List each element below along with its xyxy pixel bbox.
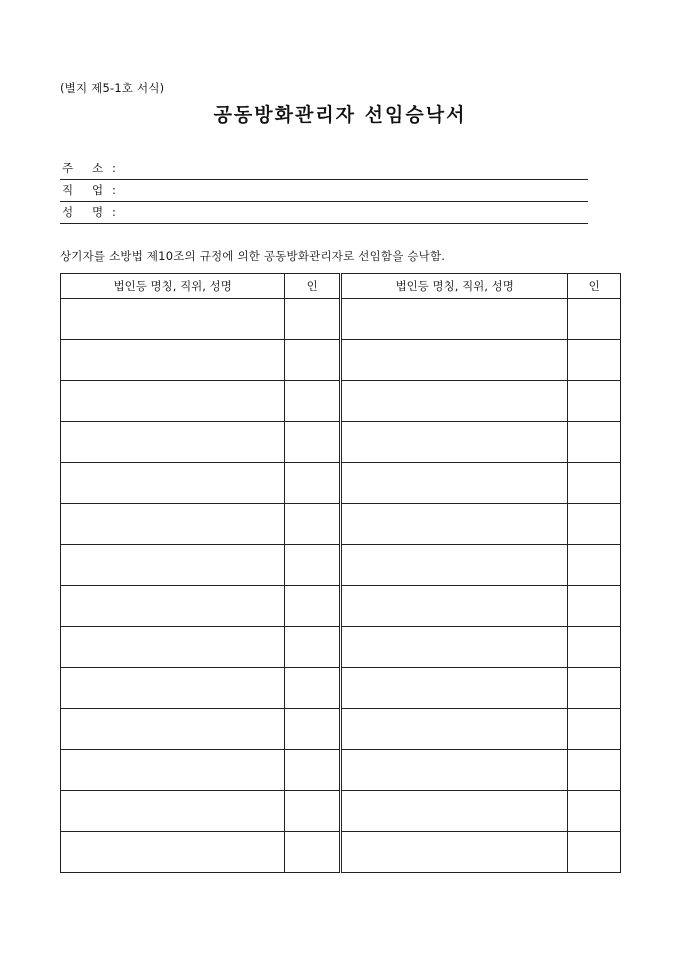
- seal-cell-right[interactable]: [568, 627, 621, 668]
- seal-cell-right[interactable]: [568, 463, 621, 504]
- address-label-part1: 주: [62, 161, 74, 175]
- table-row: [61, 381, 621, 422]
- org-name-cell-right[interactable]: [340, 709, 567, 750]
- table-row: [61, 340, 621, 381]
- seal-cell-left[interactable]: [285, 832, 341, 873]
- seal-cell-left[interactable]: [285, 463, 341, 504]
- org-name-cell-left[interactable]: [61, 381, 285, 422]
- org-name-cell-right[interactable]: [340, 627, 567, 668]
- org-name-cell-left[interactable]: [61, 832, 285, 873]
- seal-cell-right[interactable]: [568, 545, 621, 586]
- seal-cell-right[interactable]: [568, 422, 621, 463]
- org-name-cell-left[interactable]: [61, 504, 285, 545]
- org-name-cell-right[interactable]: [340, 832, 567, 873]
- name-label-part1: 성: [62, 205, 74, 219]
- org-name-cell-left[interactable]: [61, 586, 285, 627]
- org-name-cell-left[interactable]: [61, 750, 285, 791]
- address-label-part2: 소: [92, 161, 104, 175]
- header-org-name-right: 법인등 명칭, 직위, 성명: [340, 274, 567, 299]
- header-seal-right: 인: [568, 274, 621, 299]
- seal-cell-left[interactable]: [285, 422, 341, 463]
- name-label-part2: 명: [92, 205, 104, 219]
- table-row: [61, 627, 621, 668]
- seal-cell-right[interactable]: [568, 340, 621, 381]
- document-title: 공동방화관리자 선임승낙서: [213, 104, 467, 126]
- name-colon: :: [112, 205, 116, 219]
- org-name-cell-left[interactable]: [61, 422, 285, 463]
- org-name-cell-right[interactable]: [340, 463, 567, 504]
- address-row: [60, 158, 588, 180]
- seal-cell-right[interactable]: [568, 832, 621, 873]
- header-org-name-left: 법인등 명칭, 직위, 성명: [61, 274, 285, 299]
- seal-cell-right[interactable]: [568, 504, 621, 545]
- signature-table: [60, 273, 621, 873]
- seal-cell-left[interactable]: [285, 340, 341, 381]
- signature-table-body: [61, 299, 621, 873]
- seal-cell-right[interactable]: [568, 299, 621, 340]
- org-name-cell-right[interactable]: [340, 422, 567, 463]
- seal-cell-right[interactable]: [568, 668, 621, 709]
- seal-cell-right[interactable]: [568, 750, 621, 791]
- seal-cell-left[interactable]: [285, 668, 341, 709]
- consent-statement: 상기자를 소방법 제10조의 규정에 의한 공동방화관리자로 선임함을 승낙함.: [60, 249, 446, 263]
- form-number: (별지 제5-1호 서식): [60, 81, 165, 95]
- org-name-cell-right[interactable]: [340, 668, 567, 709]
- org-name-cell-left[interactable]: [61, 545, 285, 586]
- org-name-cell-left[interactable]: [61, 627, 285, 668]
- table-row: [61, 299, 621, 340]
- seal-cell-left[interactable]: [285, 545, 341, 586]
- org-name-cell-right[interactable]: [340, 545, 567, 586]
- table-row: [61, 586, 621, 627]
- org-name-cell-right[interactable]: [340, 299, 567, 340]
- seal-cell-right[interactable]: [568, 381, 621, 422]
- seal-cell-right[interactable]: [568, 709, 621, 750]
- seal-cell-left[interactable]: [285, 791, 341, 832]
- occupation-row: [60, 180, 588, 202]
- table-header-row: [61, 274, 621, 299]
- seal-cell-left[interactable]: [285, 627, 341, 668]
- table-row: [61, 668, 621, 709]
- seal-cell-right[interactable]: [568, 791, 621, 832]
- org-name-cell-right[interactable]: [340, 586, 567, 627]
- org-name-cell-right[interactable]: [340, 750, 567, 791]
- org-name-cell-right[interactable]: [340, 340, 567, 381]
- seal-cell-left[interactable]: [285, 586, 341, 627]
- table-row: [61, 422, 621, 463]
- occupation-label-part1: 직: [62, 183, 74, 197]
- table-row: [61, 832, 621, 873]
- applicant-info: [60, 158, 588, 224]
- seal-cell-left[interactable]: [285, 381, 341, 422]
- seal-cell-right[interactable]: [568, 586, 621, 627]
- address-colon: :: [112, 161, 116, 175]
- seal-cell-left[interactable]: [285, 750, 341, 791]
- table-row: [61, 504, 621, 545]
- table-row: [61, 463, 621, 504]
- table-row: [61, 709, 621, 750]
- seal-cell-left[interactable]: [285, 709, 341, 750]
- org-name-cell-left[interactable]: [61, 791, 285, 832]
- seal-cell-left[interactable]: [285, 299, 341, 340]
- header-seal-left: 인: [285, 274, 341, 299]
- table-row: [61, 750, 621, 791]
- occupation-colon: :: [112, 183, 116, 197]
- table-row: [61, 791, 621, 832]
- org-name-cell-right[interactable]: [340, 504, 567, 545]
- org-name-cell-right[interactable]: [340, 791, 567, 832]
- org-name-cell-left[interactable]: [61, 463, 285, 504]
- org-name-cell-left[interactable]: [61, 668, 285, 709]
- org-name-cell-left[interactable]: [61, 709, 285, 750]
- org-name-cell-left[interactable]: [61, 340, 285, 381]
- occupation-label-part2: 업: [92, 183, 104, 197]
- org-name-cell-left[interactable]: [61, 299, 285, 340]
- seal-cell-left[interactable]: [285, 504, 341, 545]
- name-row: [60, 202, 588, 224]
- org-name-cell-right[interactable]: [340, 381, 567, 422]
- table-row: [61, 545, 621, 586]
